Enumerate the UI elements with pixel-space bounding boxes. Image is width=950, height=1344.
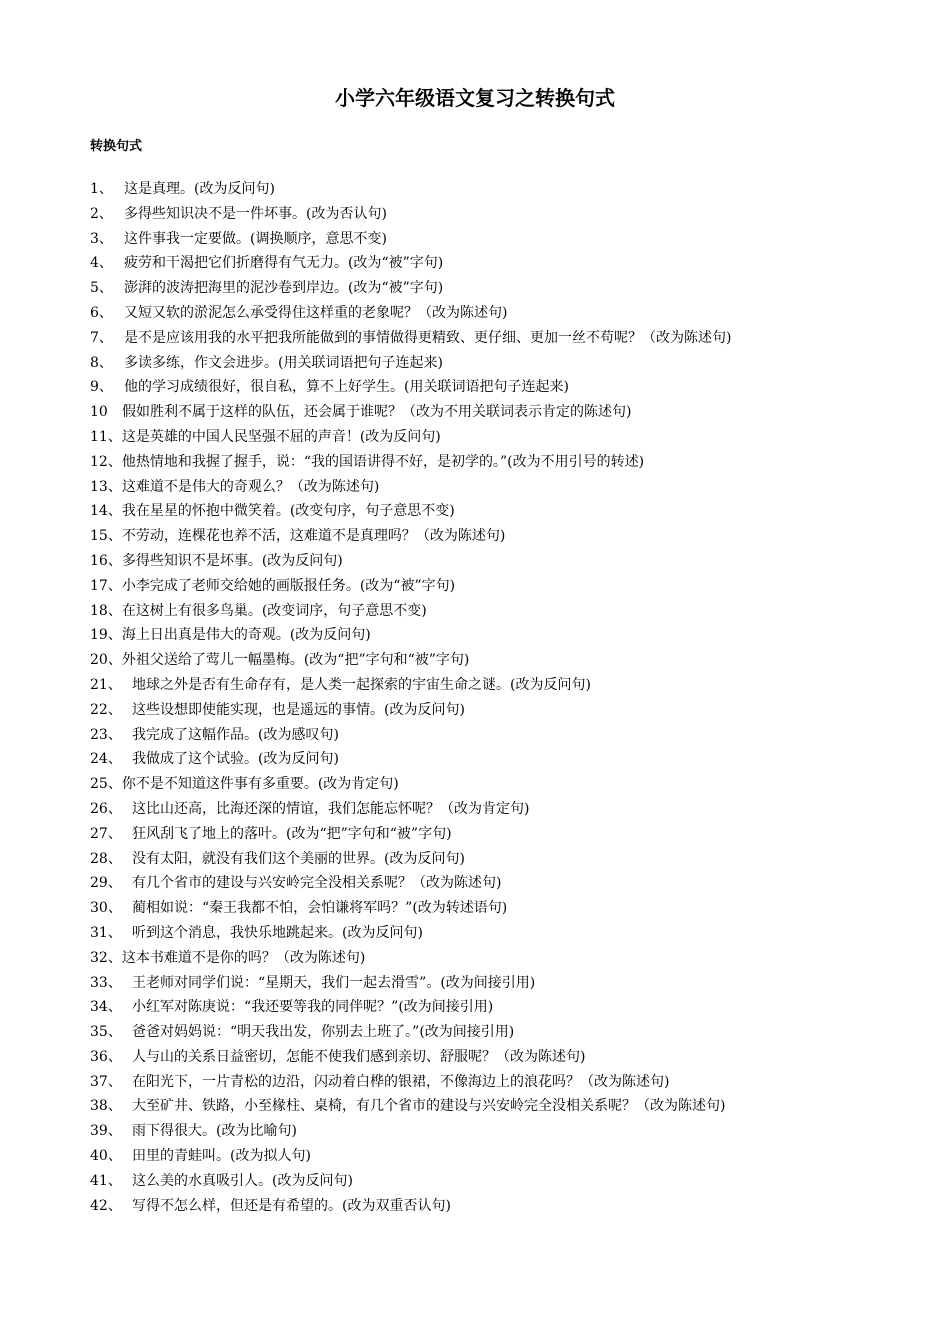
exercise-text: 有几个省市的建设与兴安岭完全没相关系呢？（改为陈述句) bbox=[132, 875, 502, 892]
exercise-item bbox=[90, 251, 890, 276]
exercise-item bbox=[90, 375, 890, 400]
exercise-list bbox=[90, 177, 890, 1218]
exercise-number: 2、 bbox=[90, 205, 113, 222]
exercise-item bbox=[90, 524, 890, 549]
exercise-number: 9、 bbox=[90, 379, 113, 396]
exercise-number: 22、 bbox=[90, 701, 122, 718]
exercise-item bbox=[90, 673, 890, 698]
exercise-number: 42、 bbox=[90, 1197, 122, 1214]
exercise-number: 31、 bbox=[90, 924, 122, 941]
exercise-number: 26、 bbox=[90, 800, 122, 817]
exercise-number: 1、 bbox=[90, 181, 113, 197]
document-title: 小学六年级语文复习之转换句式 bbox=[335, 86, 615, 110]
exercise-number: 16、 bbox=[90, 552, 122, 569]
exercise-number: 4、 bbox=[90, 255, 113, 272]
exercise-number: 40、 bbox=[90, 1148, 122, 1165]
exercise-number: 8、 bbox=[90, 354, 113, 371]
exercise-text: 你不是不知道这件事有多重要。(改为肯定句) bbox=[121, 776, 399, 793]
exercise-text: 雨下得很大。(改为比喻句) bbox=[132, 1123, 297, 1140]
exercise-item bbox=[90, 301, 890, 326]
exercise-item bbox=[90, 1169, 890, 1194]
exercise-number: 10 bbox=[90, 404, 108, 421]
exercise-text: 海上日出真是伟大的奇观。(改为反问句) bbox=[121, 627, 371, 644]
exercise-text: 小红军对陈庚说：“我还要等我的同伴呢？”(改为间接引用) bbox=[132, 999, 494, 1016]
exercise-number: 15、 bbox=[90, 528, 122, 545]
exercise-text: 没有太阳，就没有我们这个美丽的世界。(改为反问句) bbox=[132, 850, 465, 867]
exercise-item bbox=[90, 747, 890, 772]
exercise-item bbox=[90, 1194, 890, 1219]
exercise-item bbox=[90, 971, 890, 996]
exercise-number: 13、 bbox=[90, 478, 122, 495]
exercise-item bbox=[90, 499, 890, 524]
exercise-number: 41、 bbox=[90, 1172, 122, 1189]
exercise-number: 14、 bbox=[90, 503, 122, 520]
exercise-text: 又短又软的淤泥怎么承受得住这样重的老象呢？（改为陈述句) bbox=[124, 304, 508, 321]
exercise-number: 11、 bbox=[90, 428, 122, 445]
exercise-number: 30、 bbox=[90, 900, 122, 917]
exercise-item bbox=[90, 995, 890, 1020]
exercise-number: 23、 bbox=[90, 726, 122, 743]
exercise-item bbox=[90, 227, 890, 252]
exercise-item bbox=[90, 549, 890, 574]
exercise-text: 在这树上有很多鸟巢。(改变词序，句子意思不变) bbox=[121, 602, 427, 619]
exercise-item bbox=[90, 896, 890, 921]
exercise-text: 这难道不是伟大的奇观么？（改为陈述句) bbox=[121, 478, 380, 495]
exercise-text: 大至矿井、铁路，小至椽柱、桌椅，有几个省市的建设与兴安岭完全没相关系呢？（改为陈述句) bbox=[132, 1098, 726, 1115]
exercise-item bbox=[90, 698, 890, 723]
exercise-number: 29、 bbox=[90, 875, 122, 892]
exercise-number: 18、 bbox=[90, 602, 122, 619]
exercise-text: 疲劳和干渴把它们折磨得有气无力。(改为“被”字句) bbox=[124, 255, 444, 272]
exercise-text: 田里的青蛙叫。(改为拟人句) bbox=[132, 1148, 311, 1165]
exercise-item bbox=[90, 450, 890, 475]
exercise-text: 我做成了这个试验。(改为反问句) bbox=[132, 751, 339, 768]
exercise-text: 这是真理。(改为反问句) bbox=[124, 181, 275, 197]
exercise-number: 20、 bbox=[90, 652, 122, 669]
exercise-item bbox=[90, 425, 890, 450]
exercise-number: 21、 bbox=[90, 676, 122, 693]
exercise-text: 这么美的水真吸引人。(改为反问句) bbox=[132, 1172, 353, 1189]
exercise-text: 他热情地和我握了握手，说：“我的国语讲得不好，是初学的。”(改为不用引号的转述) bbox=[121, 453, 645, 470]
exercise-item bbox=[90, 797, 890, 822]
exercise-text: 人与山的关系日益密切，怎能不使我们感到亲切、舒服呢？（改为陈述句) bbox=[132, 1048, 586, 1065]
exercise-item bbox=[90, 574, 890, 599]
exercise-text: 爸爸对妈妈说：“明天我出发，你别去上班了。”(改为间接引用) bbox=[132, 1024, 515, 1041]
exercise-number: 19、 bbox=[90, 627, 122, 644]
exercise-text: 他的学习成绩很好，很自私，算不上好学生。(用关联词语把句子连起来) bbox=[124, 379, 569, 396]
exercise-text: 澎湃的波涛把海里的泥沙卷到岸边。(改为“被”字句) bbox=[124, 280, 444, 297]
exercise-item bbox=[90, 847, 890, 872]
exercise-item bbox=[90, 921, 890, 946]
exercise-text: 不劳动，连棵花也养不活，这难道不是真理吗？（改为陈述句) bbox=[121, 528, 506, 545]
exercise-number: 25、 bbox=[90, 776, 122, 793]
exercise-text: 这本书难道不是你的吗？（改为陈述句) bbox=[121, 949, 366, 966]
exercise-text: 我在星星的怀抱中微笑着。(改变句序，句子意思不变) bbox=[121, 503, 455, 520]
exercise-text: 多得些知识决不是一件坏事。(改为否认句) bbox=[124, 205, 387, 222]
exercise-text: 这些设想即使能实现，也是遥远的事情。(改为反问句) bbox=[132, 701, 465, 718]
exercise-item bbox=[90, 623, 890, 648]
exercise-item bbox=[90, 599, 890, 624]
exercise-item bbox=[90, 351, 890, 376]
exercise-number: 33、 bbox=[90, 974, 122, 991]
exercise-number: 32、 bbox=[90, 949, 122, 966]
exercise-number: 7、 bbox=[90, 329, 113, 346]
exercise-number: 34、 bbox=[90, 999, 122, 1016]
exercise-text: 在阳光下，一片青松的边沿，闪动着白桦的银裙，不像海边上的浪花吗？（改为陈述句) bbox=[132, 1073, 670, 1090]
exercise-text: 这件事我一定要做。(调换顺序，意思不变) bbox=[124, 230, 387, 247]
exercise-text: 我完成了这幅作品。(改为感叹句) bbox=[132, 726, 339, 743]
exercise-item bbox=[90, 1045, 890, 1070]
exercise-text: 蔺相如说：“秦王我都不怕，会怕谦将军吗？”(改为转述语句) bbox=[132, 900, 508, 917]
exercise-number: 27、 bbox=[90, 825, 122, 842]
exercise-item bbox=[90, 1119, 890, 1144]
exercise-item bbox=[90, 326, 890, 351]
exercise-item bbox=[90, 475, 890, 500]
exercise-item bbox=[90, 946, 890, 971]
exercise-number: 35、 bbox=[90, 1024, 122, 1041]
exercise-item bbox=[90, 1094, 890, 1119]
exercise-text: 假如胜利不属于这样的队伍，还会属于谁呢？（改为不用关联词表示肯定的陈述句) bbox=[122, 404, 632, 421]
exercise-text: 是不是应该用我的水平把我所能做到的事情做得更精致、更仔细、更加一丝不苟呢？（改为陈述句) bbox=[124, 329, 732, 346]
exercise-item bbox=[90, 276, 890, 301]
exercise-item bbox=[90, 648, 890, 673]
exercise-item bbox=[90, 400, 890, 425]
exercise-text: 写得不怎么样，但还是有希望的。(改为双重否认句) bbox=[132, 1197, 451, 1214]
exercise-item bbox=[90, 871, 890, 896]
exercise-number: 3、 bbox=[90, 230, 113, 247]
exercise-number: 28、 bbox=[90, 850, 122, 867]
exercise-number: 12、 bbox=[90, 453, 122, 470]
exercise-number: 24、 bbox=[90, 751, 122, 768]
exercise-number: 5、 bbox=[90, 280, 113, 297]
exercise-text: 这比山还高，比海还深的情谊，我们怎能忘怀呢？（改为肯定句) bbox=[132, 800, 530, 817]
section-heading: 转换句式 bbox=[90, 139, 143, 154]
exercise-text: 狂风刮飞了地上的落叶。(改为“把”字句和“被”字句) bbox=[132, 825, 452, 842]
exercise-text: 多读多练，作文会进步。(用关联词语把句子连起来) bbox=[124, 354, 443, 371]
exercise-number: 17、 bbox=[90, 577, 122, 594]
exercise-item bbox=[90, 822, 890, 847]
exercise-number: 6、 bbox=[90, 304, 113, 321]
exercise-number: 39、 bbox=[90, 1123, 122, 1140]
exercise-item bbox=[90, 1020, 890, 1045]
exercise-text: 外祖父送给了莺儿一幅墨梅。(改为“把”字句和“被”字句) bbox=[121, 652, 470, 669]
exercise-text: 多得些知识不是坏事。(改为反问句) bbox=[121, 552, 343, 569]
exercise-text: 王老师对同学们说：“星期天，我们一起去滑雪”。(改为间接引用) bbox=[132, 974, 536, 991]
exercise-text: 小李完成了老师交给她的画版报任务。(改为“被”字句) bbox=[121, 577, 456, 594]
exercise-text: 地球之外是否有生命存有，是人类一起探索的宇宙生命之谜。(改为反问句) bbox=[132, 676, 591, 693]
exercise-item bbox=[90, 723, 890, 748]
exercise-number: 36、 bbox=[90, 1048, 122, 1065]
exercise-item bbox=[90, 772, 890, 797]
exercise-item bbox=[90, 1144, 890, 1169]
exercise-item bbox=[90, 1070, 890, 1095]
exercise-item bbox=[90, 202, 890, 227]
exercise-number: 38、 bbox=[90, 1098, 122, 1115]
exercise-text: 听到这个消息，我快乐地跳起来。(改为反问句) bbox=[132, 924, 423, 941]
exercise-text: 这是英雄的中国人民坚强不屈的声音！(改为反问句) bbox=[121, 428, 441, 445]
exercise-item bbox=[90, 177, 890, 202]
exercise-number: 37、 bbox=[90, 1073, 122, 1090]
